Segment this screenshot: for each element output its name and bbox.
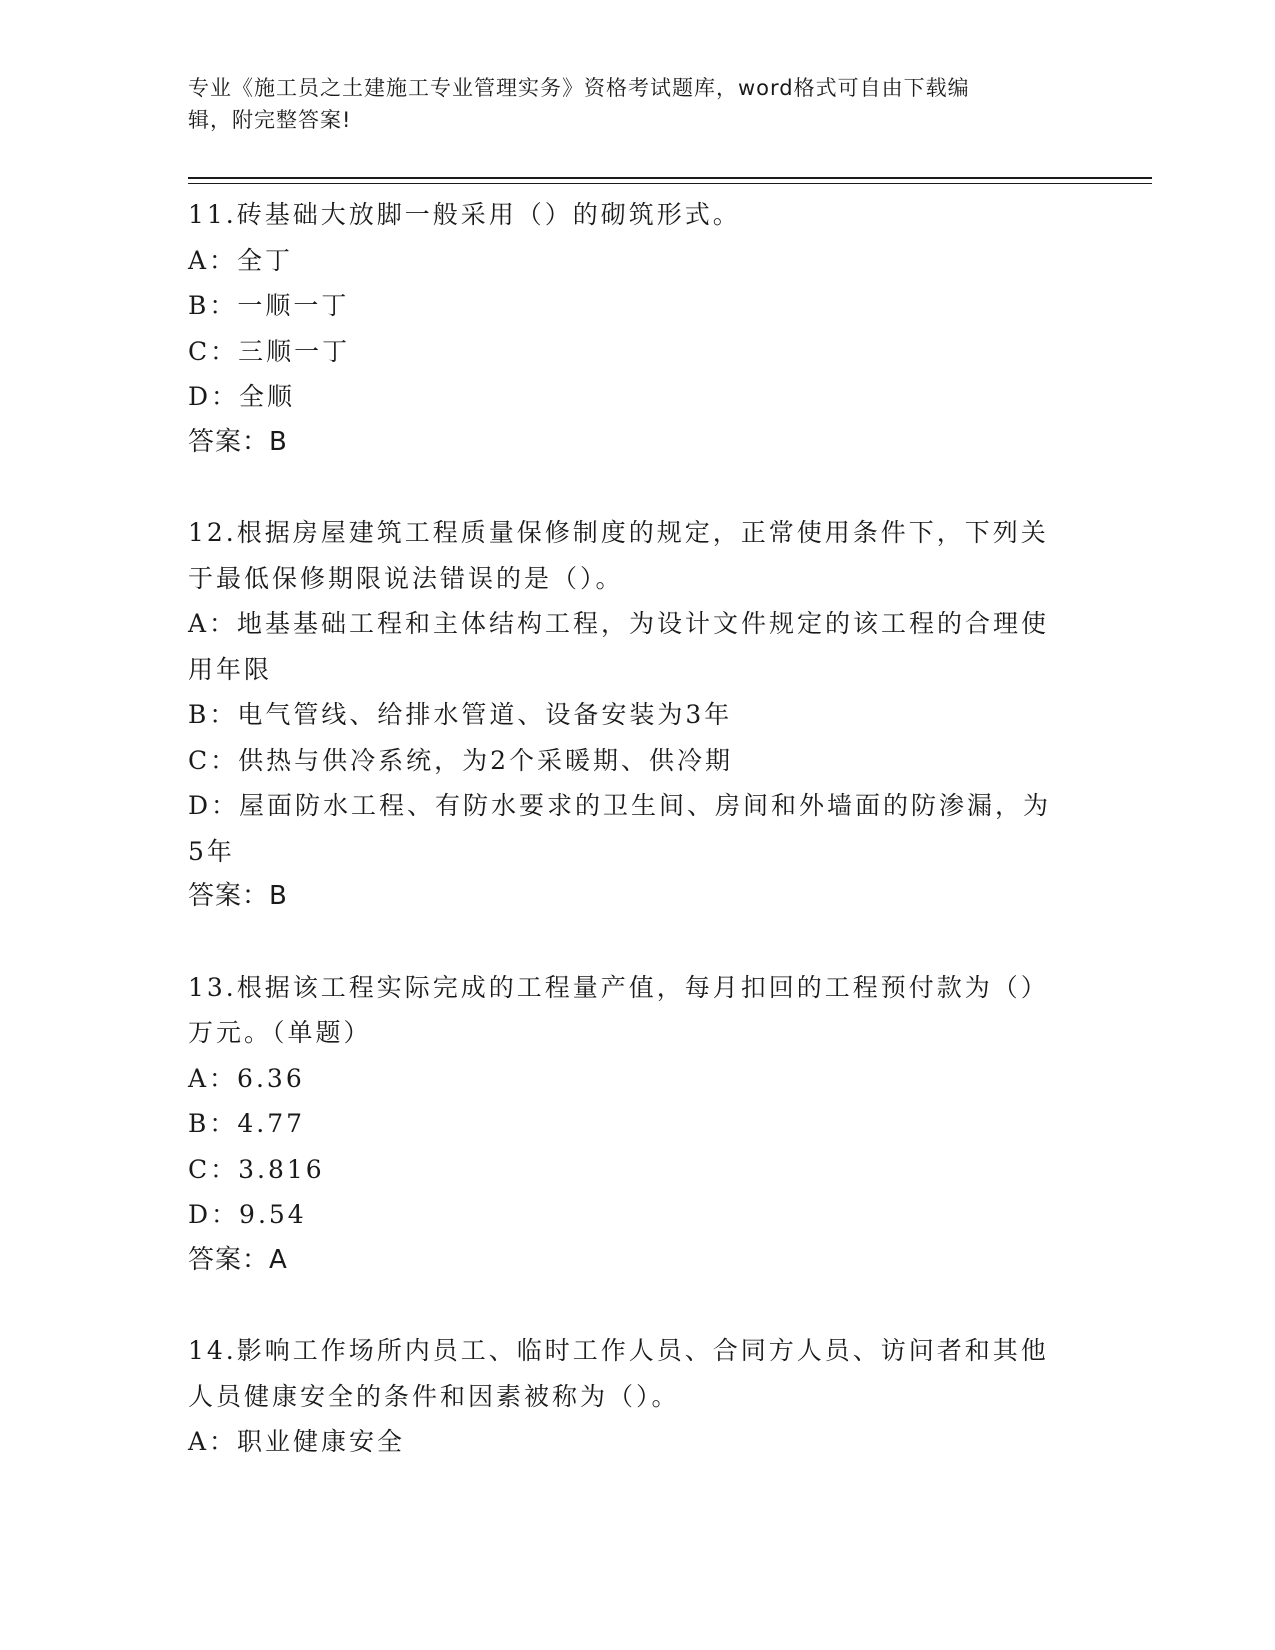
option-text: A：职业健康安全 bbox=[188, 1427, 406, 1456]
answer-text: 答案：A bbox=[188, 1244, 288, 1275]
option-text: B：一顺一丁 bbox=[188, 291, 350, 320]
option-text: C：供热与供冷系统，为2个采暖期、供冷期 bbox=[188, 745, 734, 775]
option-text: 用年限 bbox=[188, 654, 273, 684]
header-divider-thin bbox=[188, 183, 1152, 184]
option-text: C：3.816 bbox=[188, 1154, 325, 1184]
question-list bbox=[188, 192, 1088, 1510]
option-text: D：9.54 bbox=[188, 1200, 307, 1229]
option-text: A：全丁 bbox=[188, 245, 294, 275]
option-text: D：屋面防水工程、有防水要求的卫生间、房间和外墙面的防渗漏，为 bbox=[188, 791, 1052, 820]
header-line-2: 辑，附完整答案! bbox=[188, 108, 352, 132]
header-line-1: 专业《施工员之土建施工专业管理实务》资格考试题库，word格式可自由下载编 bbox=[188, 76, 970, 100]
option-text: A：6.36 bbox=[188, 1063, 305, 1093]
option-text: 5年 bbox=[188, 836, 235, 866]
answer-text: 答案：B bbox=[188, 881, 288, 911]
option-text: A：地基基础工程和主体结构工程，为设计文件规定的该工程的合理使 bbox=[188, 609, 1050, 638]
question-item bbox=[188, 965, 1088, 1284]
answer-text: 答案：B bbox=[188, 426, 288, 457]
question-item bbox=[188, 510, 1088, 920]
question-text: 13.根据该工程实际完成的工程量产值，每月扣回的工程预付款为（） bbox=[188, 972, 1049, 1002]
option-text: D：全顺 bbox=[188, 382, 296, 411]
question-item bbox=[188, 1328, 1088, 1465]
question-text: 人员健康安全的条件和因素被称为（）。 bbox=[188, 1381, 680, 1411]
option-text: B：电气管线、给排水管道、设备安装为3年 bbox=[188, 700, 733, 729]
question-text: 万元。（单题） bbox=[188, 1018, 372, 1047]
question-text: 14.影响工作场所内员工、临时工作人员、合同方人员、访问者和其他 bbox=[188, 1336, 1049, 1365]
option-text: C：三顺一丁 bbox=[188, 336, 351, 366]
header-divider-thick bbox=[188, 177, 1152, 179]
option-text: B：4.77 bbox=[188, 1109, 306, 1138]
question-text: 12.根据房屋建筑工程质量保修制度的规定，正常使用条件下，下列关 bbox=[188, 518, 1049, 547]
question-item bbox=[188, 192, 1088, 465]
document-header bbox=[188, 72, 1068, 136]
question-text: 11.砖基础大放脚一般采用（）的砌筑形式。 bbox=[188, 200, 741, 229]
question-text: 于最低保修期限说法错误的是（）。 bbox=[188, 563, 624, 593]
